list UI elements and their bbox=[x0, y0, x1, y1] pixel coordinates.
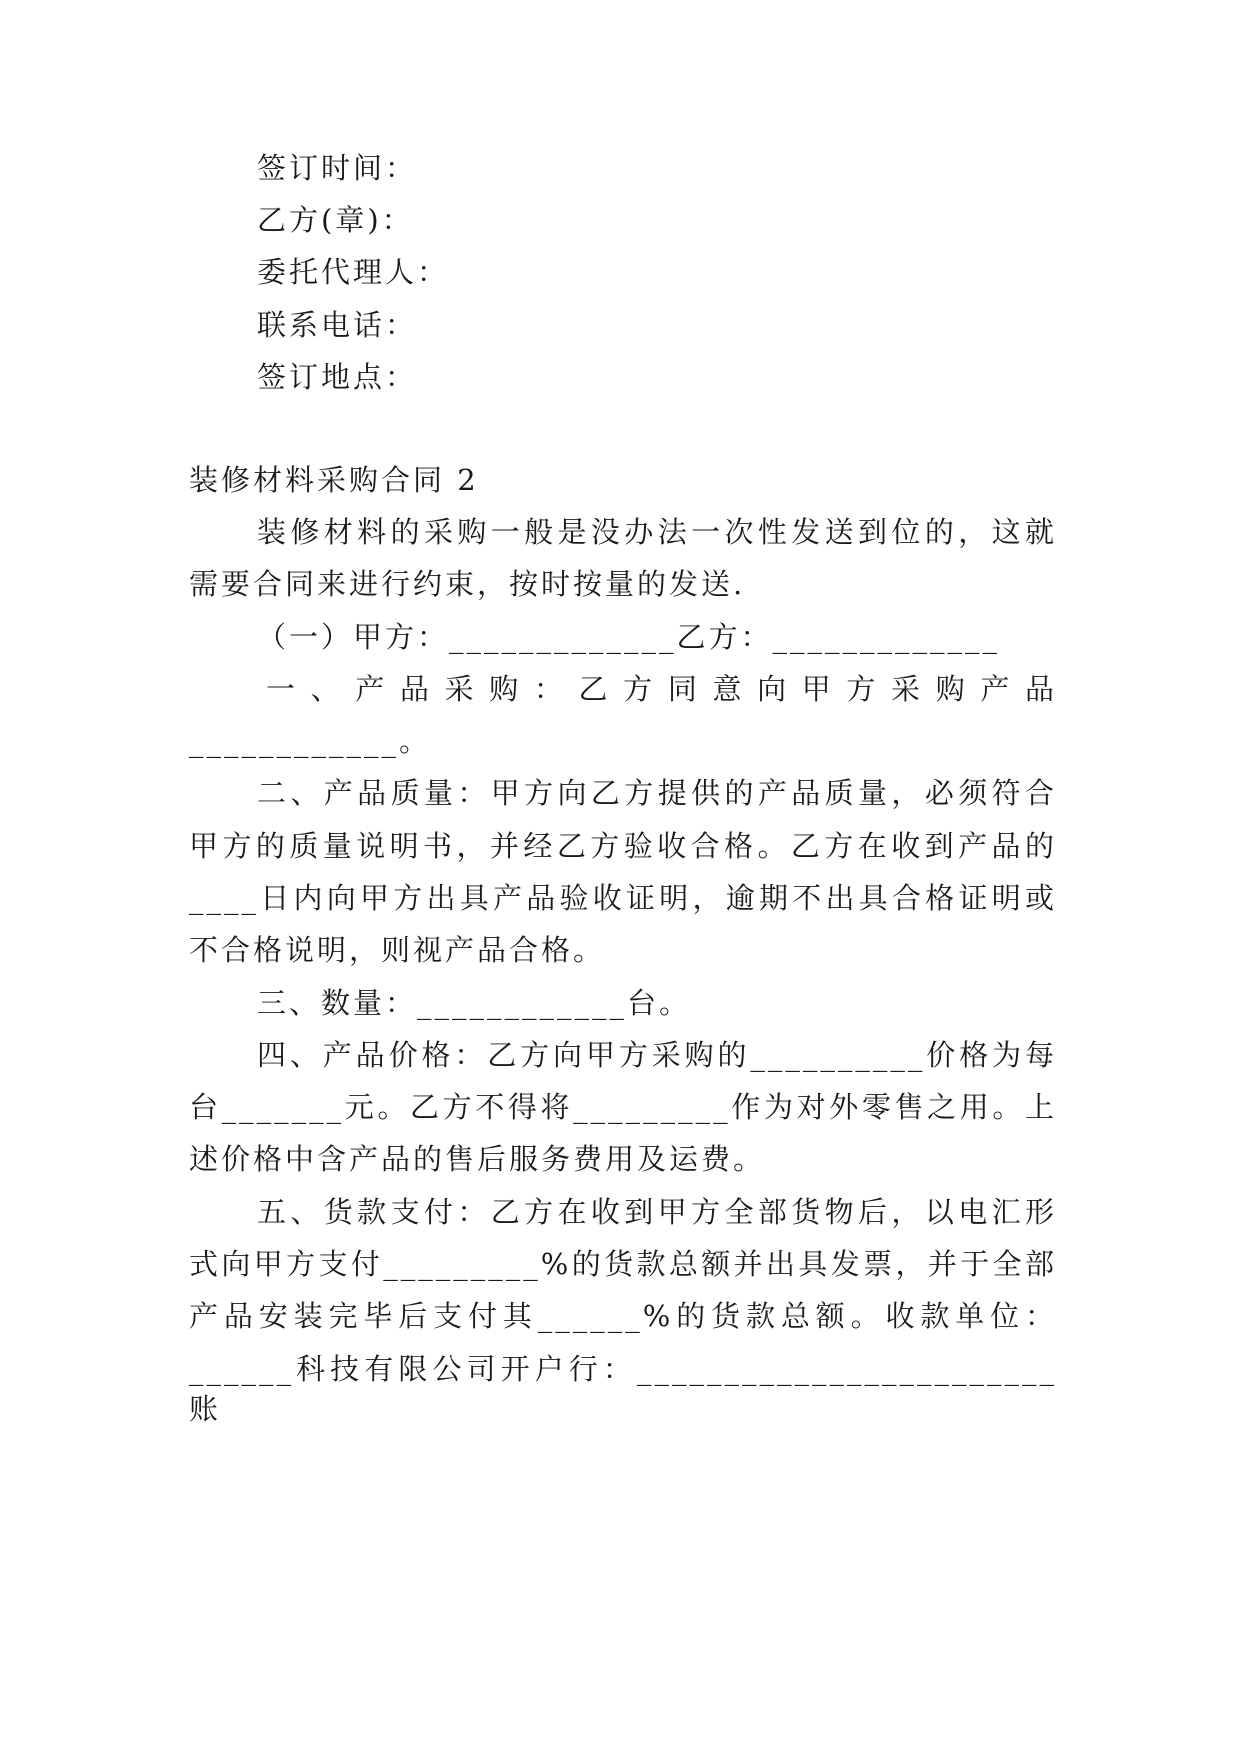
clause4-line-1: 四、产品价格：乙方向甲方采购的__________价格为每 bbox=[257, 1038, 1057, 1072]
sign-place-label: 签订地点： bbox=[257, 360, 418, 394]
clause1-line-2: ____________。 bbox=[189, 724, 432, 758]
clause5-line-3: 产品安装完毕后支付其______%的货款总额。收款单位： bbox=[189, 1299, 1057, 1333]
party-b-seal-label: 乙方(章)： bbox=[257, 203, 414, 237]
sign-time-label: 签订时间： bbox=[257, 151, 418, 185]
contract-title: 装修材料采购合同 2 bbox=[189, 463, 479, 497]
clause3-line-1: 三、数量：____________台。 bbox=[257, 986, 692, 1020]
clause4-line-2: 台_______元。乙方不得将_________作为对外零售之用。上 bbox=[189, 1090, 1057, 1124]
intro-line-1: 装修材料的采购一般是没办法一次性发送到位的，这就 bbox=[257, 515, 1057, 549]
intro-line-2: 需要合同来进行约束，按时按量的发送. bbox=[189, 567, 746, 601]
clause1-line-1: 一、产品采购：乙方同意向甲方采购产品 bbox=[266, 672, 1057, 706]
clause2-line-2: 甲方的质量说明书，并经乙方验收合格。乙方在收到产品的 bbox=[189, 829, 1057, 863]
phone-label: 联系电话： bbox=[257, 308, 418, 342]
agent-label: 委托代理人： bbox=[257, 255, 450, 289]
clause2-line-3: ____日内向甲方出具产品验收证明，逾期不出具合格证明或 bbox=[189, 881, 1057, 915]
parties-line: （一）甲方：_____________乙方：_____________ bbox=[257, 620, 1001, 654]
clause5-line-2: 式向甲方支付_________%的货款总额并出具发票，并于全部 bbox=[189, 1247, 1057, 1281]
clause2-line-4: 不合格说明，则视产品合格。 bbox=[189, 933, 606, 967]
clause2-line-1: 二、产品质量：甲方向乙方提供的产品质量，必须符合 bbox=[257, 776, 1057, 810]
clause4-line-3: 述价格中含产品的售后服务费用及运费。 bbox=[189, 1142, 766, 1176]
clause5-line-4: ______科技有限公司开户行：________________________账 bbox=[189, 1352, 1057, 1426]
clause5-line-1: 五、货款支付：乙方在收到甲方全部货物后，以电汇形 bbox=[257, 1195, 1057, 1229]
